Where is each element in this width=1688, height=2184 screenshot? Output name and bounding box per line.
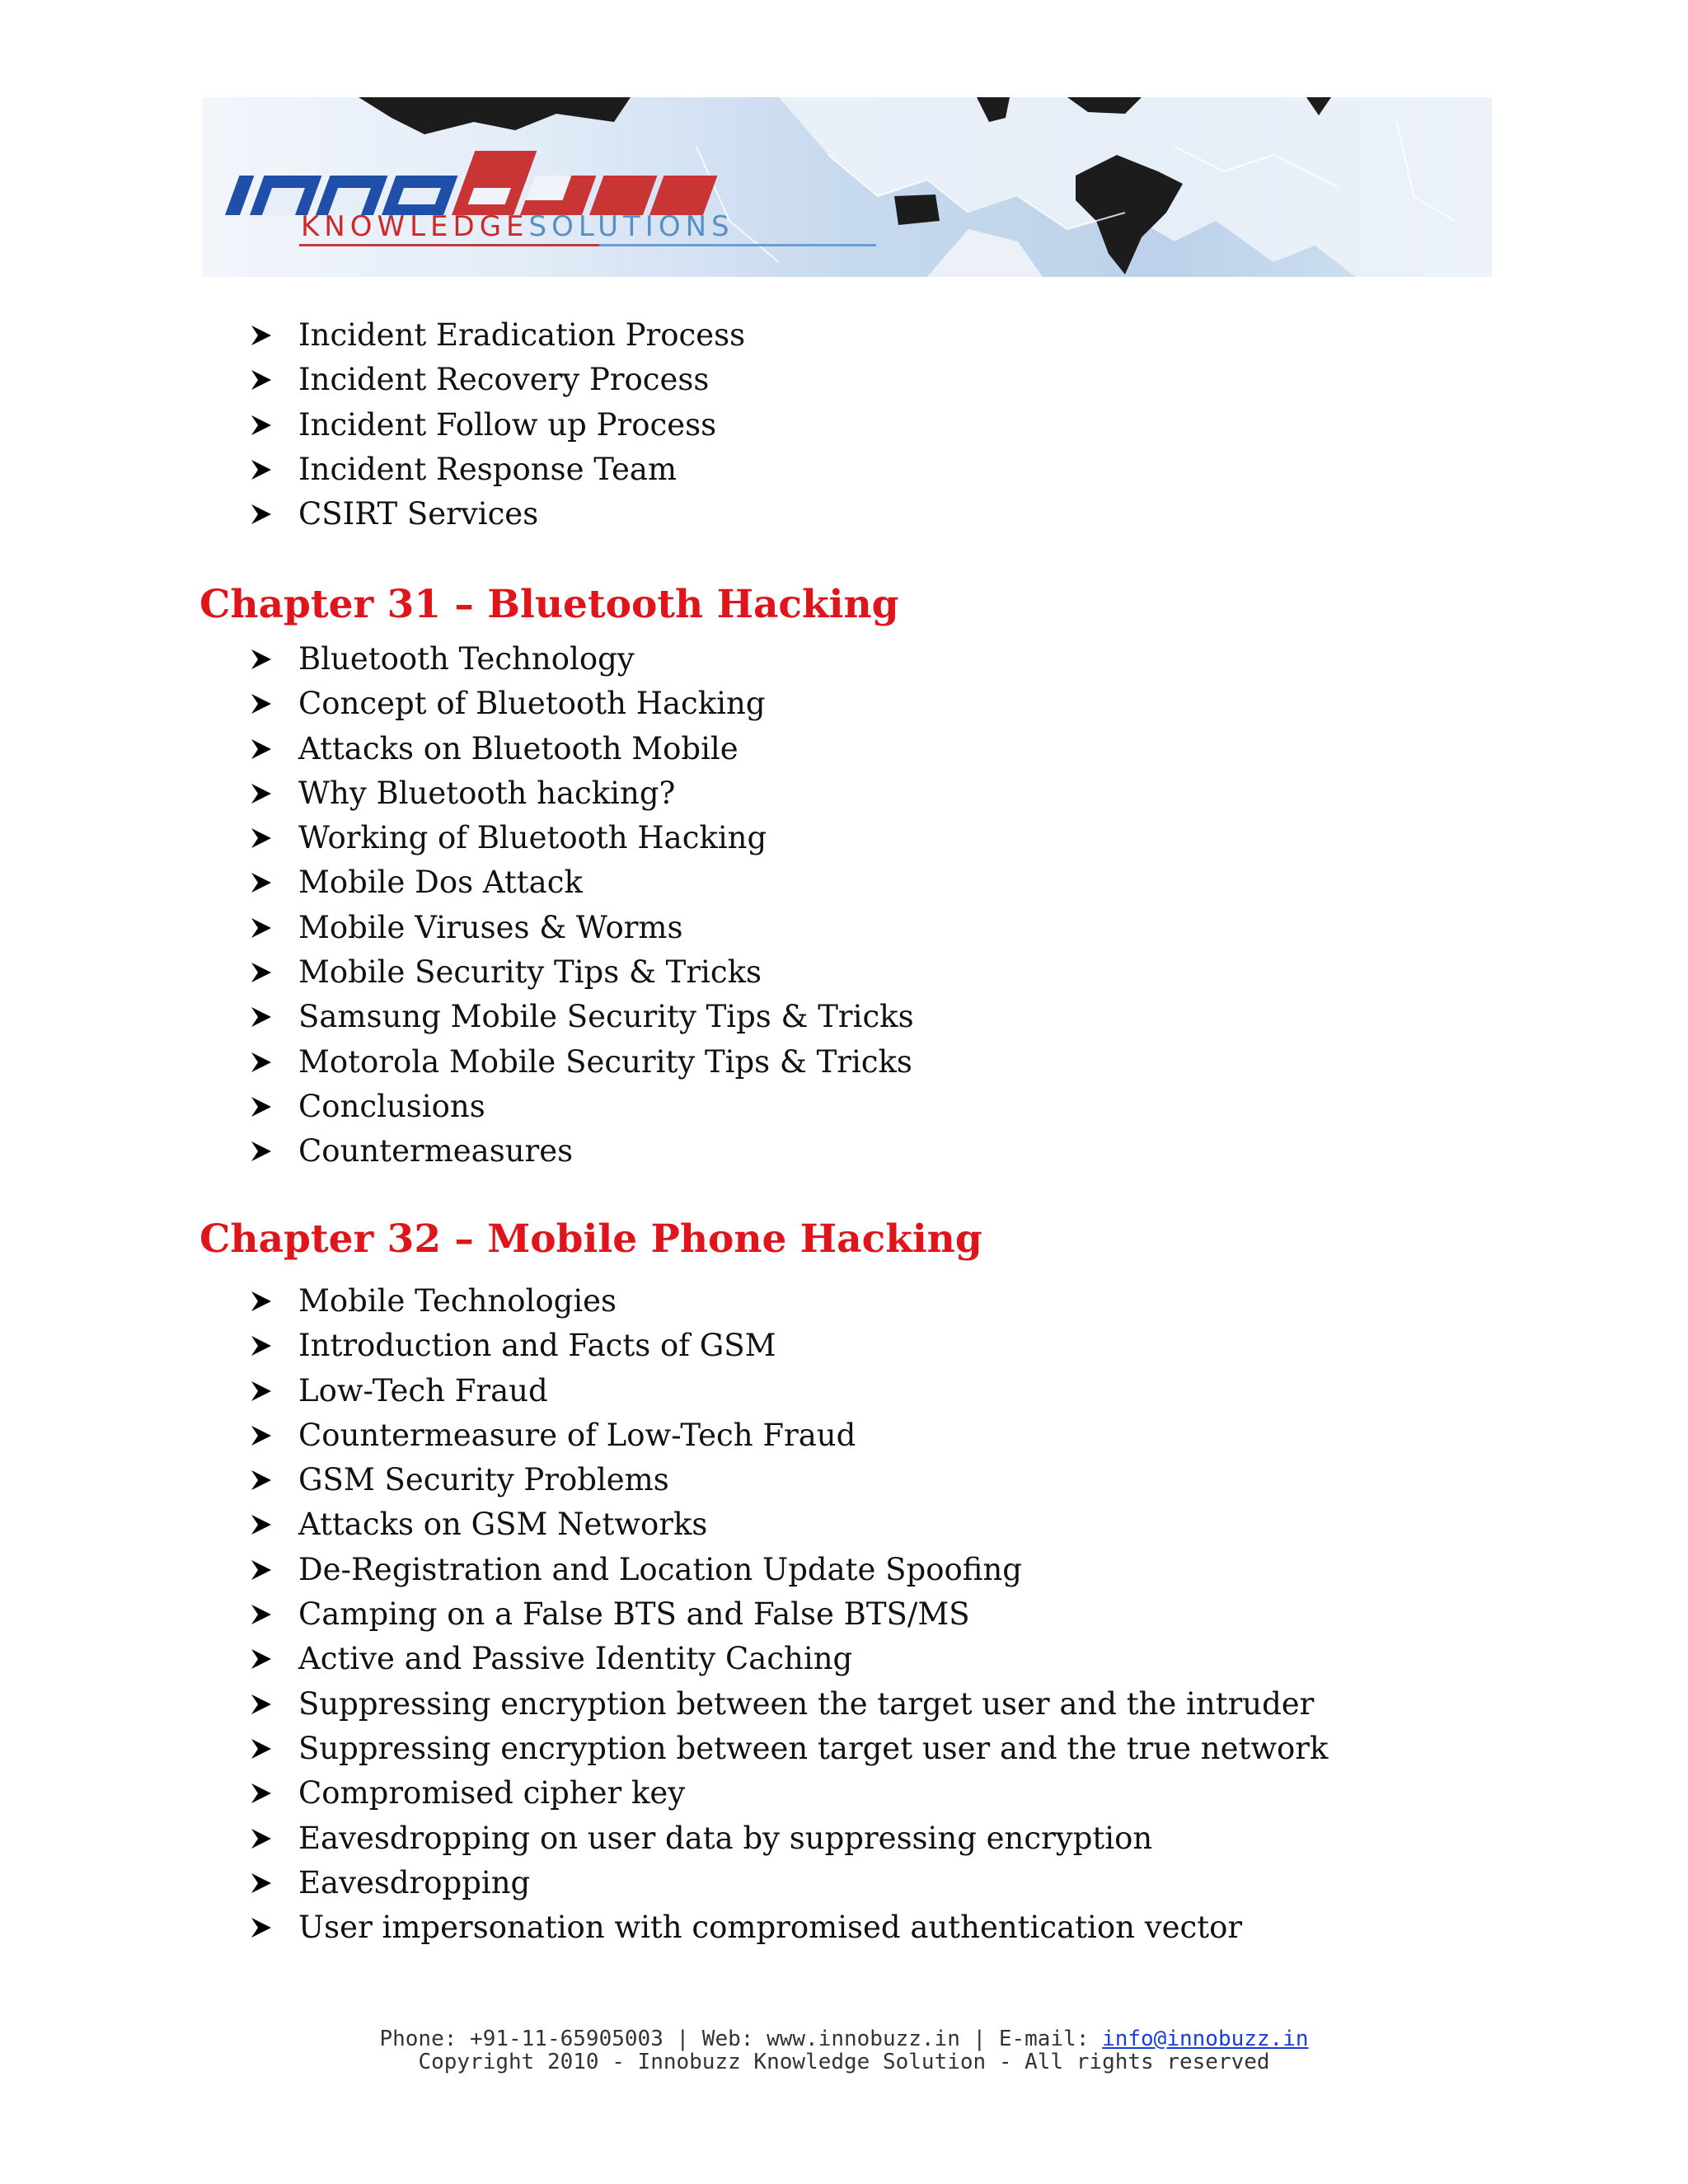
- arrow-bullet-icon: [250, 1513, 273, 1536]
- arrow-bullet-icon: [250, 368, 273, 391]
- list-item-text: Incident Response Team: [298, 451, 678, 487]
- logo-tagline-first: KNOWLEDGE: [301, 210, 529, 243]
- arrow-bullet-icon: [250, 1737, 273, 1760]
- arrow-bullet-icon: [250, 692, 273, 715]
- arrow-bullet-icon: [250, 324, 273, 347]
- arrow-bullet-icon: [250, 1782, 273, 1805]
- list-item: [247, 1816, 1328, 1861]
- list-item: [247, 358, 745, 402]
- chapter-32-list: [247, 1279, 1328, 1950]
- arrow-bullet-icon: [250, 458, 273, 481]
- list-item-text: Attacks on GSM Networks: [298, 1507, 708, 1543]
- list-item: [247, 1040, 914, 1085]
- list-item: [247, 1413, 1328, 1458]
- chapter-31-heading: Chapter 31 – Bluetooth Hacking: [199, 582, 899, 627]
- list-item: [247, 1279, 1328, 1324]
- logo-underline: [299, 244, 876, 246]
- list-item-text: Incident Recovery Process: [298, 362, 710, 398]
- list-item: [247, 1085, 914, 1129]
- list-item: [247, 1324, 1328, 1368]
- arrow-bullet-icon: [250, 782, 273, 805]
- arrow-bullet-icon: [250, 503, 273, 526]
- arrow-bullet-icon: [250, 961, 273, 984]
- list-item: [247, 492, 745, 537]
- arrow-bullet-icon: [250, 1558, 273, 1582]
- arrow-bullet-icon: [250, 1051, 273, 1074]
- arrow-bullet-icon: [250, 738, 273, 761]
- list-item: [247, 448, 745, 492]
- list-item: [247, 995, 914, 1039]
- arrow-bullet-icon: [250, 1916, 273, 1939]
- list-item-text: Eavesdropping on user data by suppressing encryption: [298, 1820, 1153, 1856]
- list-item: [247, 1548, 1328, 1592]
- arrow-bullet-icon: [250, 1005, 273, 1029]
- list-item: [247, 771, 914, 816]
- page-footer: [0, 2027, 1688, 2074]
- arrow-bullet-icon: [250, 1095, 273, 1118]
- footer-email-link[interactable]: info@innobuzz.in: [1102, 2027, 1309, 2051]
- list-item: [247, 1682, 1328, 1727]
- arrow-bullet-icon: [250, 1872, 273, 1895]
- list-item-text: Working of Bluetooth Hacking: [298, 820, 767, 856]
- list-item: [247, 403, 745, 448]
- list-item: [247, 1905, 1328, 1950]
- list-item-text: Why Bluetooth hacking?: [298, 775, 676, 811]
- arrow-bullet-icon: [250, 1827, 273, 1850]
- list-item-text: Concept of Bluetooth Hacking: [298, 686, 766, 722]
- list-item-text: Mobile Technologies: [298, 1283, 617, 1319]
- list-item-text: Bluetooth Technology: [298, 641, 635, 677]
- list-item: [247, 1458, 1328, 1502]
- list-item-text: Samsung Mobile Security Tips & Tricks: [298, 999, 914, 1035]
- list-item: [247, 860, 914, 905]
- arrow-bullet-icon: [250, 1424, 273, 1447]
- list-item-text: De-Registration and Location Update Spoofing: [298, 1551, 1022, 1587]
- list-item-text: Countermeasures: [298, 1133, 574, 1169]
- list-item: [247, 1369, 1328, 1413]
- list-item-text: Compromised cipher key: [298, 1775, 686, 1811]
- list-item: [247, 1727, 1328, 1771]
- footer-contact-line: [0, 2027, 1688, 2050]
- list-item-text: User impersonation with compromised authentication vector: [298, 1910, 1243, 1946]
- list-item: [247, 682, 914, 726]
- arrow-bullet-icon: [250, 1334, 273, 1357]
- arrow-bullet-icon: [250, 648, 273, 671]
- list-item: [247, 950, 914, 995]
- list-item: [247, 1592, 1328, 1637]
- arrow-bullet-icon: [250, 871, 273, 894]
- list-item: [247, 1129, 914, 1174]
- arrow-bullet-icon: [250, 1380, 273, 1403]
- list-item-text: Low-Tech Fraud: [298, 1372, 548, 1408]
- list-item-text: Countermeasure of Low-Tech Fraud: [298, 1417, 856, 1453]
- footer-contact-text: Phone: +91-11-65905003 | Web: www.innobuzz.in | E-mail:: [379, 2027, 1103, 2051]
- list-item: [247, 816, 914, 860]
- list-item-text: Attacks on Bluetooth Mobile: [298, 730, 738, 766]
- list-item-text: Introduction and Facts of GSM: [298, 1328, 776, 1364]
- list-item-text: Mobile Security Tips & Tricks: [298, 954, 762, 991]
- arrow-bullet-icon: [250, 414, 273, 437]
- list-item: [247, 637, 914, 682]
- list-item: [247, 727, 914, 771]
- header-banner: [202, 97, 1492, 277]
- logo-tagline-second: SOLUTIONS: [528, 210, 734, 243]
- list-item-text: Camping on a False BTS and False BTS/MS: [298, 1596, 970, 1633]
- chapter-31-list: [247, 637, 914, 1174]
- list-item-text: Motorola Mobile Security Tips & Tricks: [298, 1043, 912, 1080]
- arrow-bullet-icon: [250, 1693, 273, 1716]
- footer-copyright: Copyright 2010 - Innobuzz Knowledge Solution - All rights reserved: [418, 2050, 1270, 2074]
- list-item-text: Mobile Dos Attack: [298, 865, 583, 901]
- arrow-bullet-icon: [250, 1603, 273, 1626]
- list-item-text: Incident Follow up Process: [298, 406, 717, 443]
- list-item-text: Conclusions: [298, 1088, 485, 1124]
- list-item-text: Suppressing encryption between the target user and the intruder: [298, 1685, 1315, 1722]
- arrow-bullet-icon: [250, 1469, 273, 1492]
- arrow-bullet-icon: [250, 1647, 273, 1671]
- list-item-text: CSIRT Services: [298, 496, 539, 532]
- list-item-text: Eavesdropping: [298, 1864, 531, 1900]
- list-item: [247, 1502, 1328, 1547]
- list-item: [247, 1771, 1328, 1816]
- arrow-bullet-icon: [250, 1290, 273, 1313]
- list-item-text: Incident Eradication Process: [298, 317, 746, 353]
- arrow-bullet-icon: [250, 827, 273, 850]
- list-item-text: Mobile Viruses & Worms: [298, 909, 683, 945]
- arrow-bullet-icon: [250, 1140, 273, 1163]
- list-item-text: GSM Security Problems: [298, 1462, 669, 1498]
- list-item: [247, 313, 745, 358]
- list-item-text: Suppressing encryption between target user and the true network: [298, 1730, 1329, 1766]
- list-item-text: Active and Passive Identity Caching: [298, 1641, 853, 1677]
- list-item: [247, 906, 914, 950]
- list-item: [247, 1861, 1328, 1905]
- list-item: [247, 1637, 1328, 1681]
- chapter-32-heading: Chapter 32 – Mobile Phone Hacking: [199, 1216, 982, 1262]
- logo-tagline: [301, 210, 734, 243]
- arrow-bullet-icon: [250, 916, 273, 940]
- intro-list: [247, 313, 745, 537]
